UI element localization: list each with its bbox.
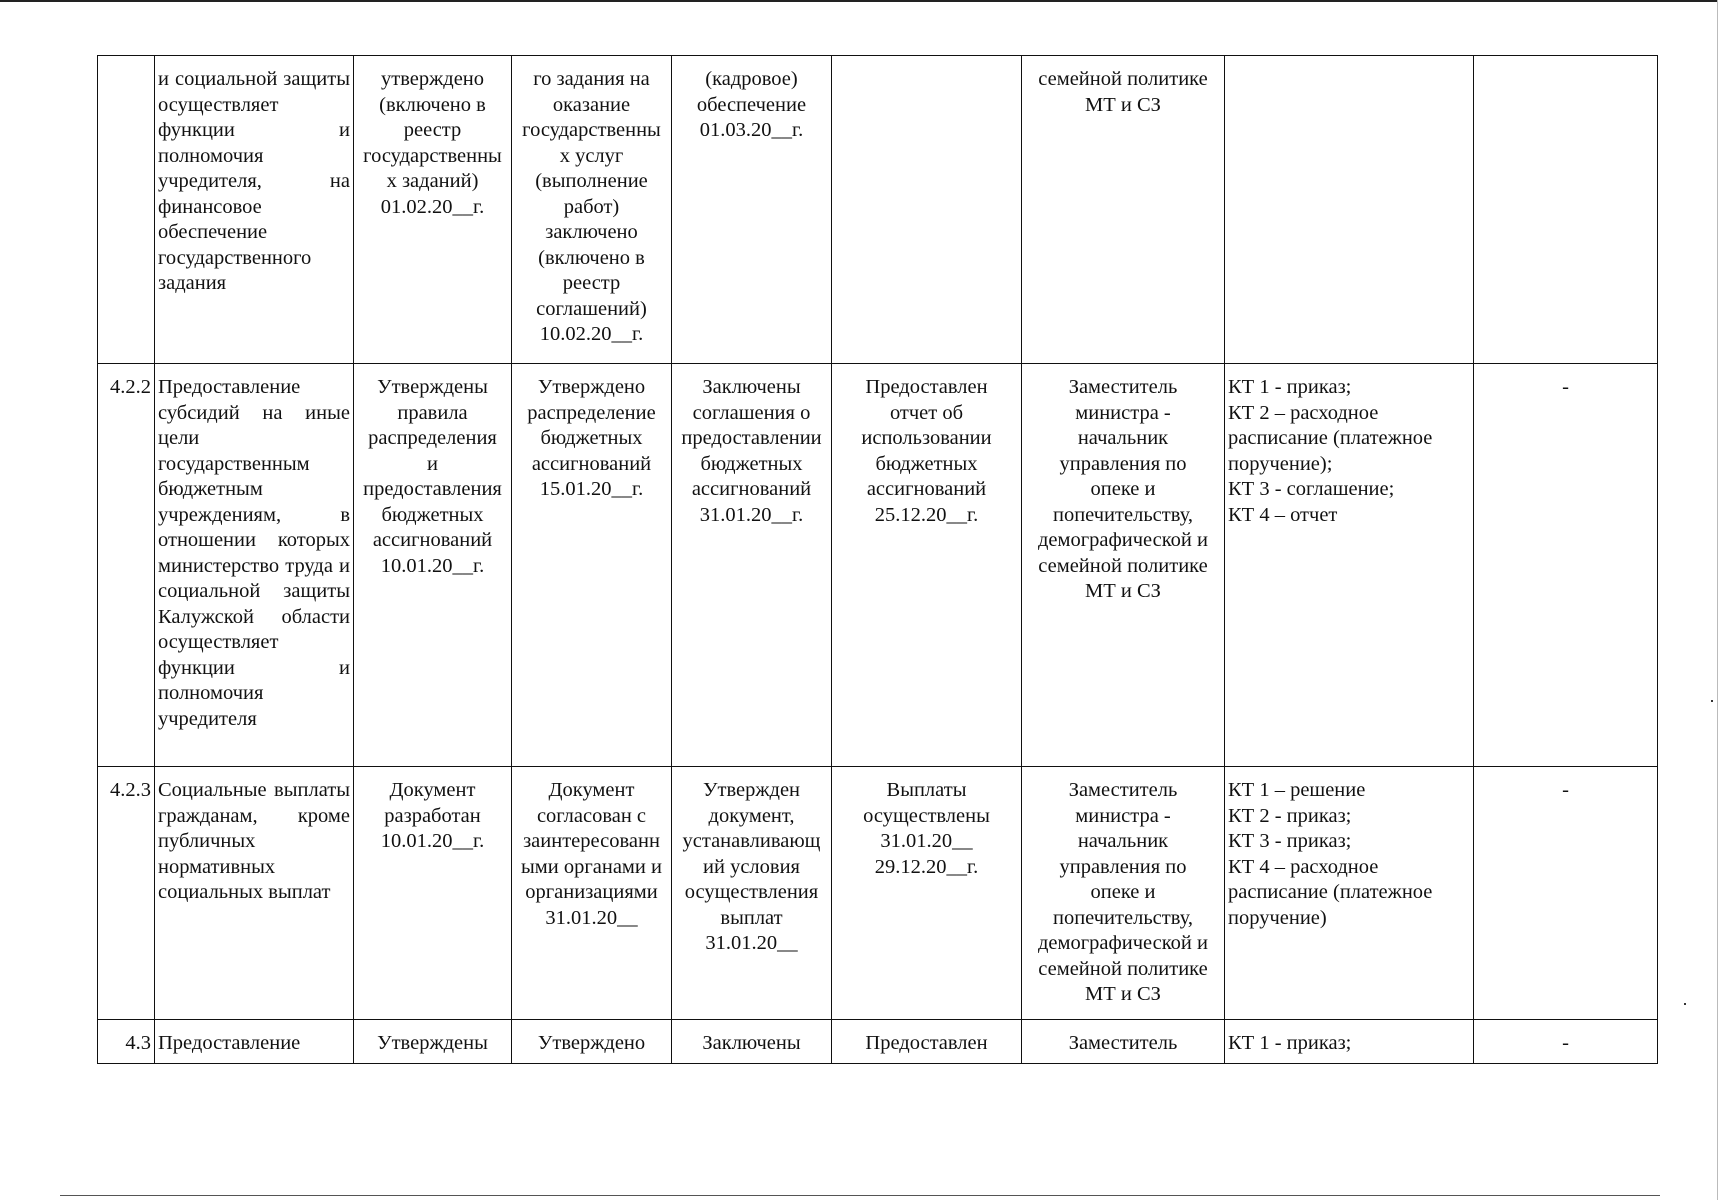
row-number xyxy=(98,56,155,364)
control-point-4: Выплаты осуществлены 31.01.20__ 29.12.20__г. xyxy=(832,767,1022,1020)
extra-cell: - xyxy=(1474,364,1658,767)
responsible-person: семейной политике МТ и СЗ xyxy=(1022,56,1225,364)
control-point-3: (кадровое) обеспечение 01.03.20__г. xyxy=(672,56,832,364)
responsible-person: Заместитель xyxy=(1022,1020,1225,1064)
scan-speck xyxy=(1711,700,1713,702)
control-point-2: Документ согласован с заинтересованн ыми органами и организациями 31.01.20__ xyxy=(512,767,672,1020)
event-name: Предоставление субсидий на иные цели государственным бюджетным учреждениям, в отношении которых министерство труда и социальной защиты Калужской области осуществляет функции и полномочия учредителя xyxy=(155,364,354,767)
event-name: Предоставление xyxy=(155,1020,354,1064)
table-row xyxy=(98,1020,1658,1064)
responsible-person: Заместитель министра - начальник управления по опеке и попечительству, демографической и семейной политике МТ и СЗ xyxy=(1022,767,1225,1020)
responsible-person: Заместитель министра - начальник управления по опеке и попечительству, демографической и семейной политике МТ и СЗ xyxy=(1022,364,1225,767)
control-point-4: Предоставлен отчет об использовании бюджетных ассигнований 25.12.20__г. xyxy=(832,364,1022,767)
row-number: 4.3 xyxy=(98,1020,155,1064)
row-number: 4.2.3 xyxy=(98,767,155,1020)
event-name: и социальной защиты осуществляет функции и полномочия учредителя, на финансовое обеспечение государственного задания xyxy=(155,56,354,364)
page-bottom-rule xyxy=(60,1195,1660,1196)
control-point-documents xyxy=(1225,56,1474,364)
control-point-4: Предоставлен xyxy=(832,1020,1022,1064)
control-point-3: Заключены xyxy=(672,1020,832,1064)
control-point-2: Утверждено распределение бюджетных ассигнований 15.01.20__г. xyxy=(512,364,672,767)
control-point-1: Утверждены правила распределения и предоставления бюджетных ассигнований 10.01.20__г. xyxy=(354,364,512,767)
row-number: 4.2.2 xyxy=(98,364,155,767)
control-point-documents: КТ 1 - приказ; КТ 2 – расходное расписание (платежное поручение); КТ 3 - соглашение; КТ 4 – отчет xyxy=(1225,364,1474,767)
control-point-2: Утверждено xyxy=(512,1020,672,1064)
control-point-2: го задания на оказание государственны х услуг (выполнение работ) заключено (включено в реестр соглашений) 10.02.20__г. xyxy=(512,56,672,364)
extra-cell: - xyxy=(1474,767,1658,1020)
control-point-1: утверждено (включено в реестр государственны х заданий) 01.02.20__г. xyxy=(354,56,512,364)
table-row xyxy=(98,767,1658,1020)
page-top-edge xyxy=(0,0,1718,2)
extra-cell: - xyxy=(1474,1020,1658,1064)
scan-speck xyxy=(1684,1003,1686,1005)
control-point-1: Утверждены xyxy=(354,1020,512,1064)
event-name: Социальные выплаты гражданам, кроме публичных нормативных социальных выплат xyxy=(155,767,354,1020)
control-point-3: Утвержден документ, устанавливающ ий условия осуществления выплат 31.01.20__ xyxy=(672,767,832,1020)
table-row xyxy=(98,56,1658,364)
control-point-3: Заключены соглашения о предоставлении бюджетных ассигнований 31.01.20__г. xyxy=(672,364,832,767)
table-row xyxy=(98,364,1658,767)
control-point-1: Документ разработан 10.01.20__г. xyxy=(354,767,512,1020)
extra-cell xyxy=(1474,56,1658,364)
plan-table xyxy=(97,55,1658,1064)
control-point-documents: КТ 1 – решение КТ 2 - приказ; КТ 3 - приказ; КТ 4 – расходное расписание (платежное поручение) xyxy=(1225,767,1474,1020)
control-point-4 xyxy=(832,56,1022,364)
control-point-documents: КТ 1 - приказ; xyxy=(1225,1020,1474,1064)
